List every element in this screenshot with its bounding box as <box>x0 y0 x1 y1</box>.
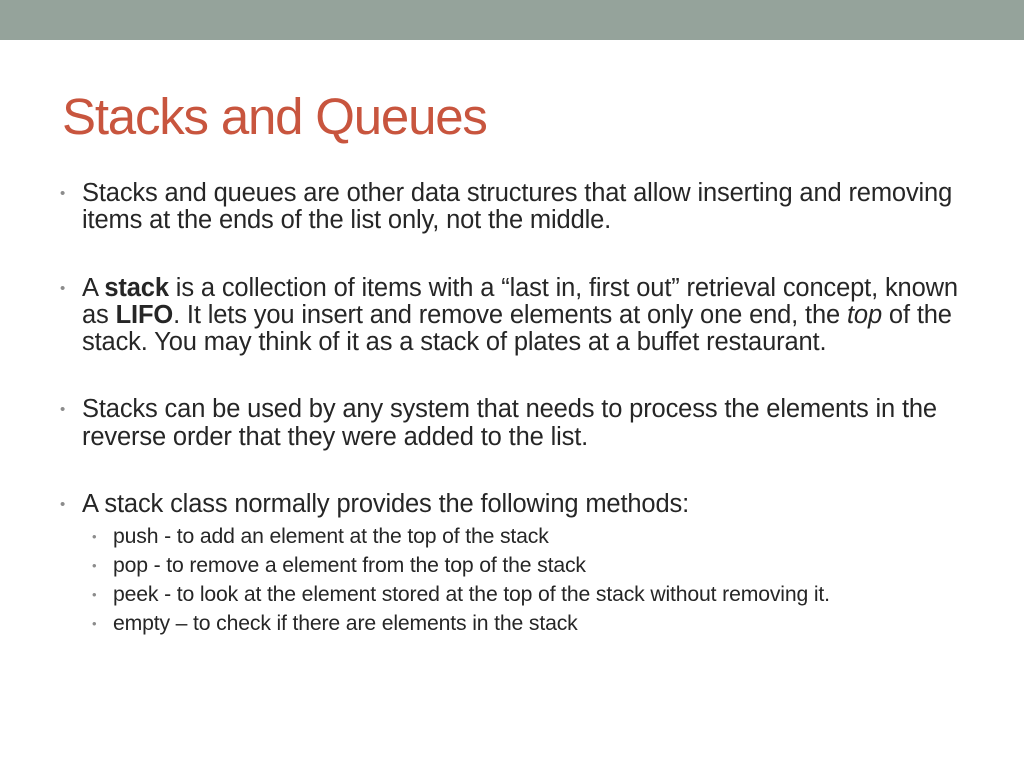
bullet-marker: • <box>60 401 66 419</box>
italic-term-top: top <box>846 300 882 329</box>
bullet-text-part: of the stack. You may think of it as a stack of plates at a buffet restaurant. <box>82 300 952 357</box>
bullet-marker: • <box>60 279 66 297</box>
sub-bullet-marker: • <box>92 529 97 545</box>
bullet-item <box>56 396 966 451</box>
bullet-item <box>56 491 966 638</box>
bullet-text-part: A <box>82 273 105 302</box>
bullet-marker: • <box>60 185 66 202</box>
method-item-pop <box>82 551 966 580</box>
method-text: push - to add an element at the top of the stack <box>113 525 549 549</box>
sub-bullet-marker: • <box>92 616 97 632</box>
slide-title: Stacks and Queues <box>62 88 487 145</box>
sub-bullet-marker: • <box>92 558 97 574</box>
bullet-item <box>56 275 966 357</box>
method-text: peek - to look at the element stored at the top of the stack without removing it. <box>113 583 830 607</box>
method-item-empty <box>82 609 966 638</box>
method-text: pop - to remove a element from the top of the stack <box>113 554 586 578</box>
bullet-text: Stacks and queues are other data structures that allow inserting and removing items at the ends of the list only, not the middle. <box>82 179 953 235</box>
bullet-marker: • <box>60 496 66 514</box>
method-text: empty – to check if there are elements in the stack <box>113 612 578 636</box>
sub-bullet-marker: • <box>92 587 97 603</box>
method-item-push <box>82 522 966 551</box>
method-list <box>82 522 966 638</box>
bullet-item <box>56 180 966 235</box>
top-band <box>0 0 1024 40</box>
bullet-text-part: . It lets you insert and remove elements at only one end, the <box>173 300 847 329</box>
bullet-text-part: is a collection of items with a “last in, first out” retrieval concept, known as <box>82 273 958 329</box>
bullet-text: A stack class normally provides the following methods: <box>82 490 690 519</box>
bold-term-lifo: LIFO <box>115 300 174 329</box>
method-item-peek <box>82 580 966 609</box>
bold-term-stack: stack <box>104 273 169 302</box>
bullet-list <box>56 180 966 638</box>
bullet-text: Stacks can be used by any system that needs to process the elements in the reverse order that they were added to the list. <box>82 395 937 451</box>
